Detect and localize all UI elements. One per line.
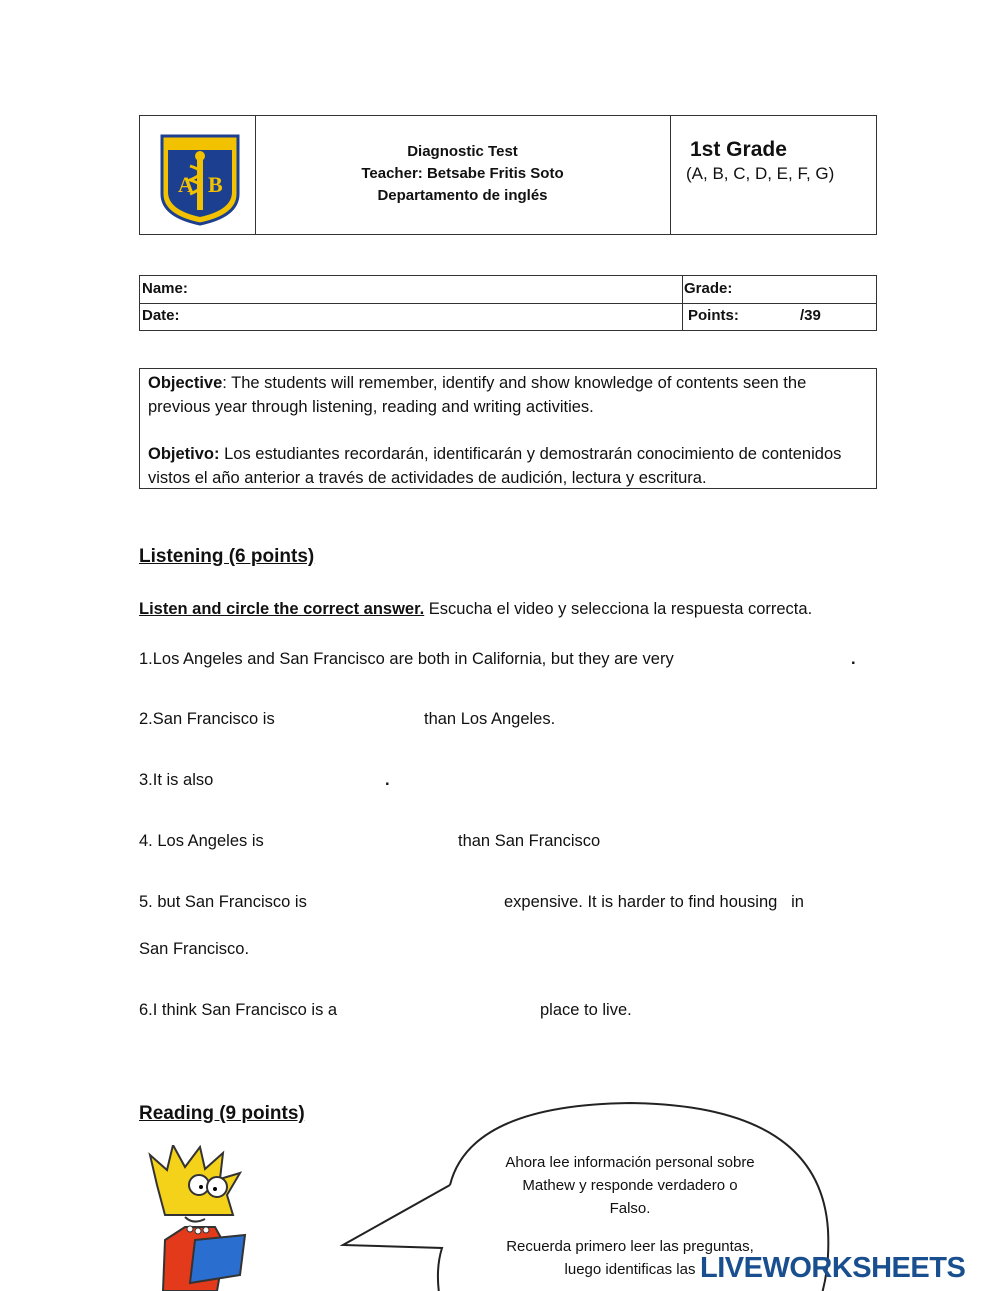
- question-5b: expensive. It is harder to find housing in: [504, 893, 804, 911]
- grade-title: 1st Grade: [690, 138, 787, 161]
- objective-box: [139, 368, 877, 489]
- question-2b: than Los Angeles.: [424, 710, 556, 728]
- points-label: Points:: [688, 307, 739, 324]
- bubble-text-2: Recuerda primero leer las preguntas, luego identificas las: [506, 1238, 754, 1278]
- objetivo-label: Objetivo:: [148, 445, 220, 463]
- title-cell: [255, 116, 671, 234]
- question-3-end: .: [385, 771, 390, 789]
- question-3a: 3.It is also: [139, 771, 214, 789]
- instruction-rest: Escucha el video y selecciona la respuesta correcta.: [424, 600, 813, 618]
- question-2a: 2.San Francisco is: [139, 710, 275, 728]
- objetivo-text: Los estudiantes recordarán, identificarán y demostrarán conocimiento de contenidos vistos el año anterior a través de actividades de audición, lectura y escritura.: [148, 445, 842, 487]
- date-label: Date:: [142, 307, 180, 324]
- grade-label: Grade:: [684, 280, 733, 297]
- grade-groups: (A, B, C, D, E, F, G): [686, 164, 835, 183]
- question-6a: 6.I think San Francisco is a: [139, 1001, 338, 1019]
- school-logo: [160, 134, 240, 226]
- grade-cell: [671, 116, 876, 234]
- divider: [682, 276, 683, 330]
- question-1: 1.Los Angeles and San Francisco are both in California, but they are very: [139, 650, 674, 668]
- instruction-bold: Listen and circle the correct answer.: [139, 600, 425, 618]
- question-4a: 4. Los Angeles is: [139, 832, 264, 850]
- question-4b: than San Francisco: [458, 832, 601, 850]
- reading-girl-illustration: [145, 1145, 255, 1291]
- svg-text:B: B: [208, 172, 223, 197]
- department: Departamento de inglés: [377, 187, 548, 204]
- student-info-table: [139, 275, 877, 331]
- name-label: Name:: [142, 280, 188, 297]
- table-row: [140, 303, 876, 330]
- header-box: [139, 115, 877, 235]
- reading-heading: Reading (9 points): [139, 1103, 305, 1124]
- watermark: LIVEWORKSHEETS: [700, 1252, 966, 1284]
- objective-text: : The students will remember, identify and show knowledge of contents seen the previous year through listening, reading and writing activities.: [148, 374, 807, 416]
- question-5c: San Francisco.: [139, 940, 250, 958]
- table-row: [140, 276, 876, 304]
- objective-label: Objective: [148, 374, 223, 392]
- points-total: /39: [800, 307, 821, 324]
- svg-text:A: A: [178, 172, 194, 197]
- question-5a: 5. but San Francisco is: [139, 893, 307, 911]
- test-title: Diagnostic Test: [407, 143, 518, 160]
- bubble-text-1: Ahora lee información personal sobre Mathew y responde verdadero o Falso.: [505, 1154, 755, 1217]
- teacher-name: Teacher: Betsabe Fritis Soto: [361, 165, 564, 182]
- listening-instruction: [139, 600, 812, 619]
- question-6b: place to live.: [540, 1001, 632, 1019]
- listening-heading: Listening (6 points): [139, 546, 315, 567]
- question-1-end: .: [851, 650, 856, 668]
- logo-cell: [140, 116, 256, 234]
